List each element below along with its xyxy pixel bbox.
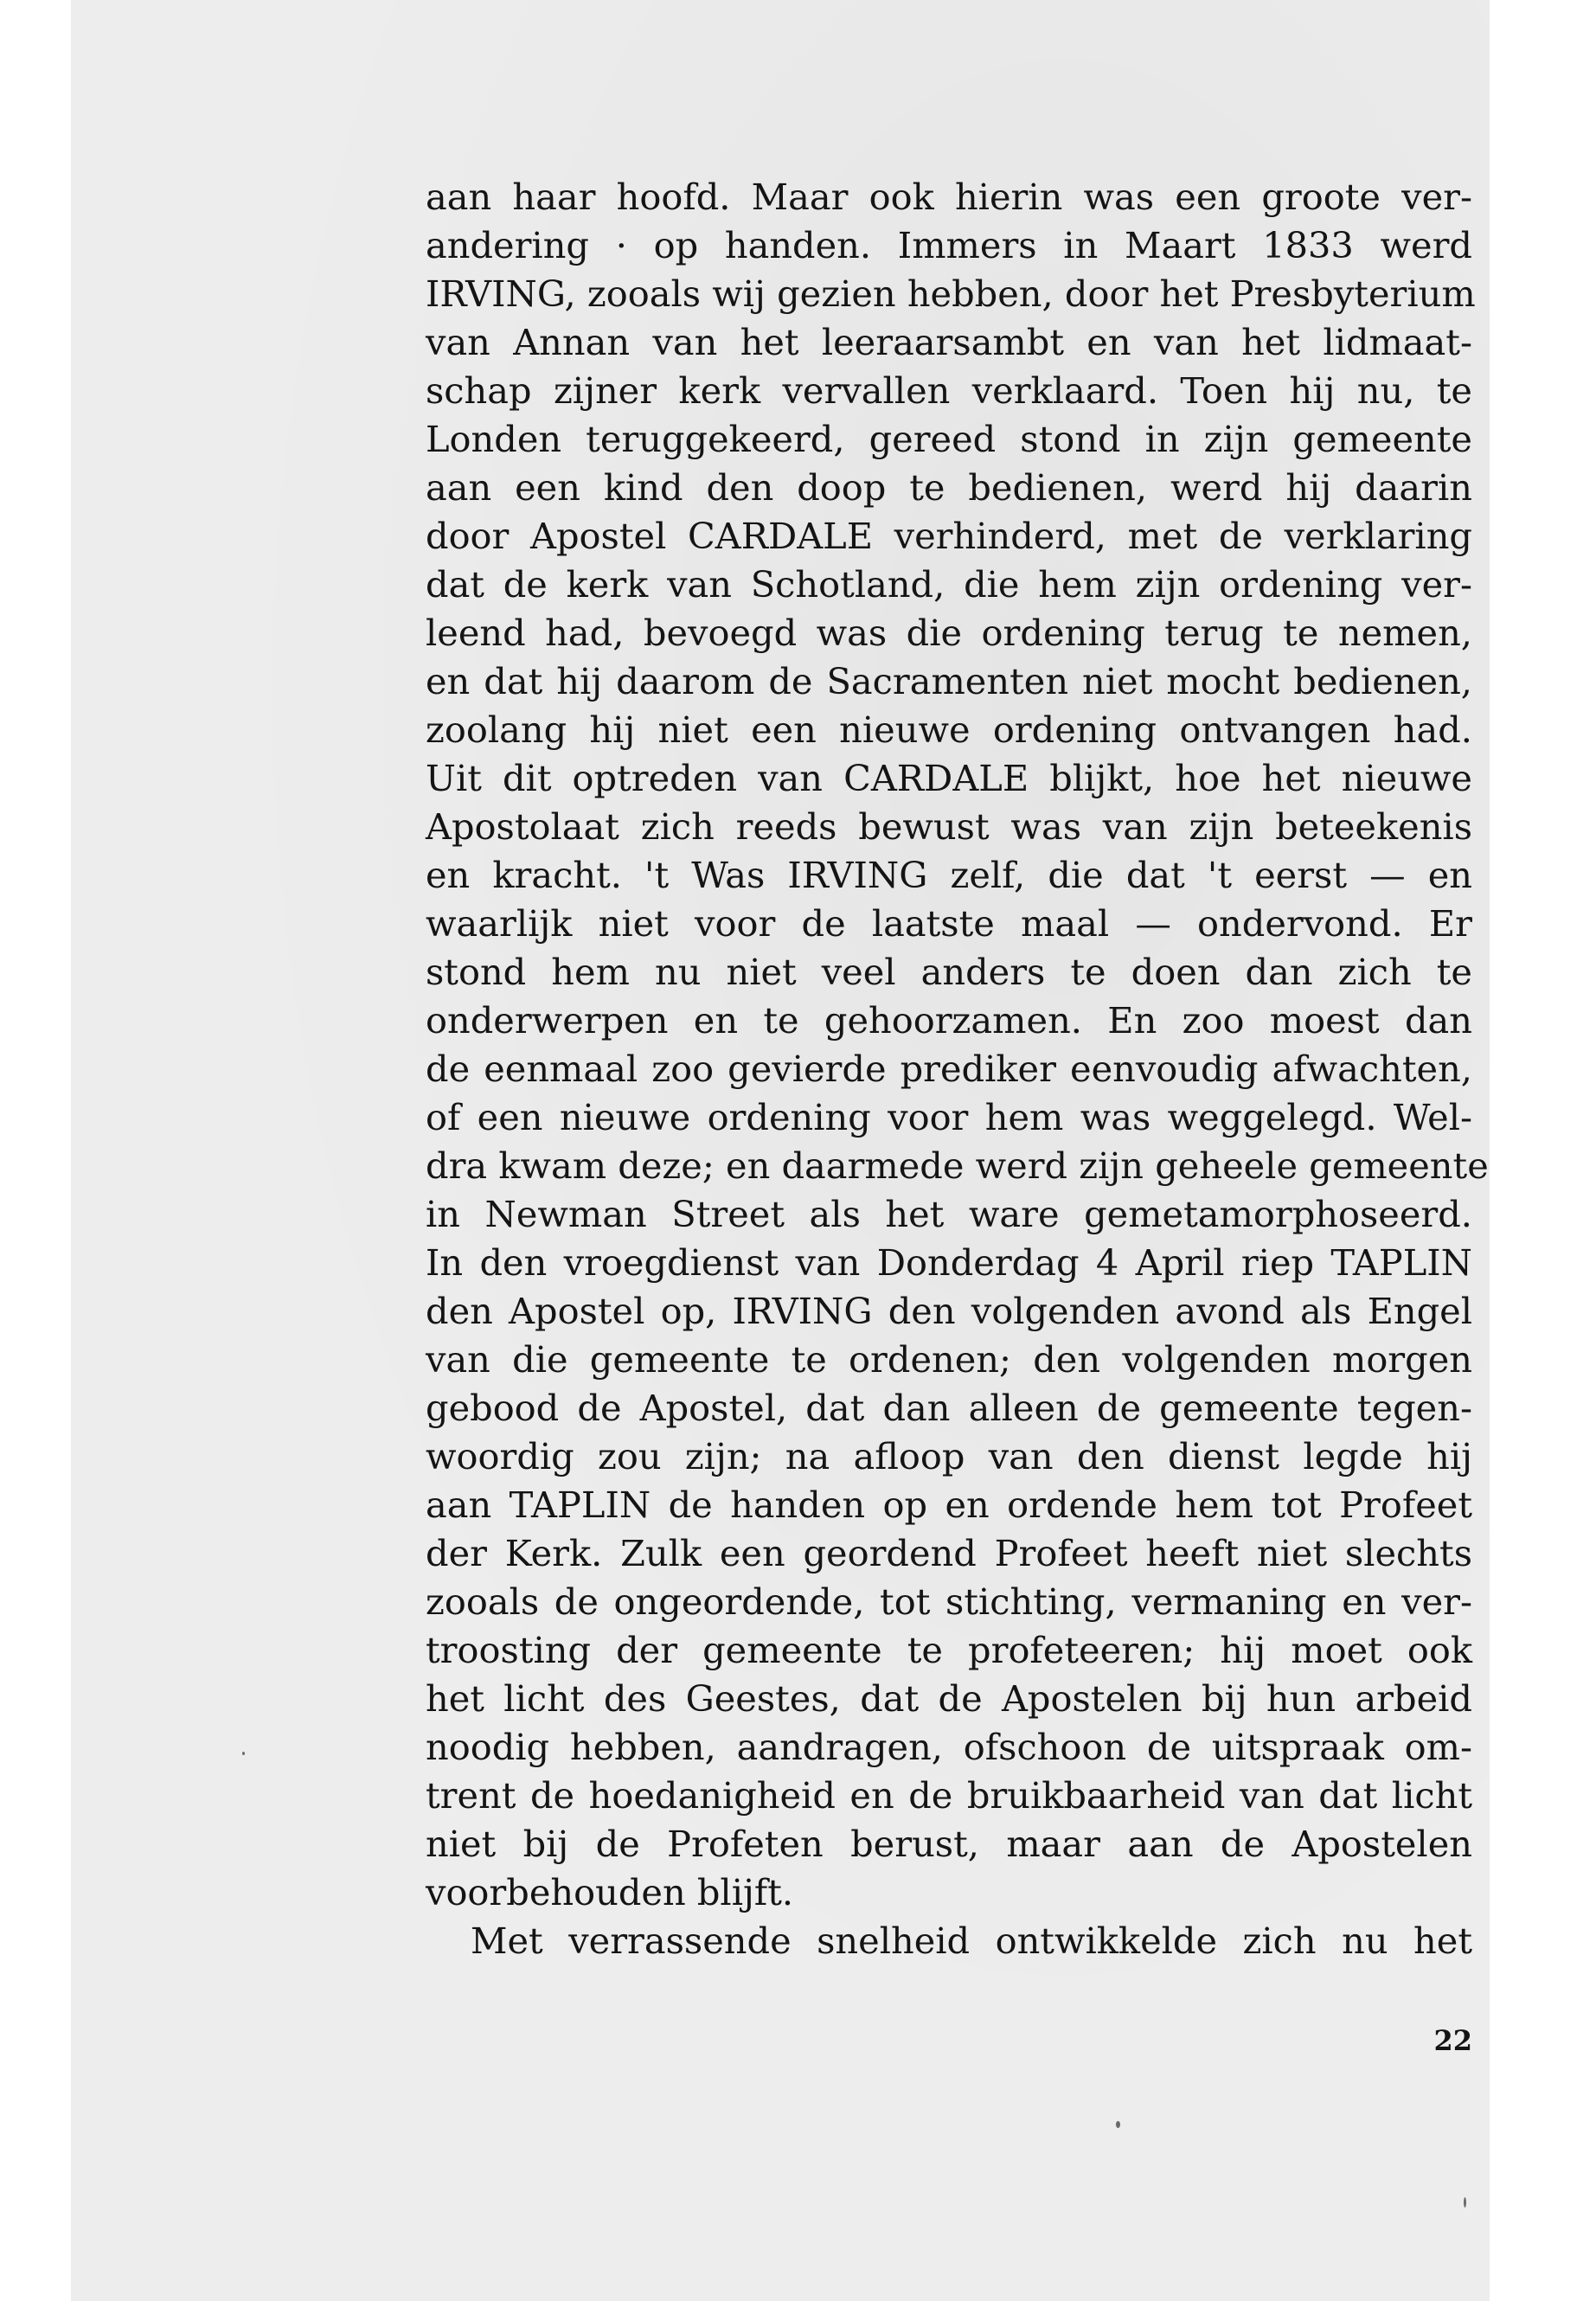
text-line: andering · op handen. Immers in Maart 1833 werd [426, 224, 1472, 266]
text-line: leend had, bevoegd was die ordening terug te nemen, [426, 612, 1472, 654]
paper-speck [1116, 2121, 1120, 2128]
text-line: onderwerpen en te gehoorzamen. En zoo moest dan [426, 999, 1472, 1042]
text-line: aan een kind den doop te bedienen, werd hij daarin [426, 466, 1472, 509]
text-line: door Apostel CARDALE verhinderd, met de verklaring [426, 515, 1472, 557]
paper-speck [1464, 2197, 1466, 2208]
text-line: aan haar hoofd. Maar ook hierin was een groote ver- [426, 176, 1472, 218]
text-line: niet bij de Profeten berust, maar aan de Apostelen [426, 1823, 1472, 1865]
text-line: zooals de ongeordende, tot stichting, vermaning en ver- [426, 1580, 1472, 1623]
text-line: zoolang hij niet een nieuwe ordening ontvangen had. [426, 708, 1472, 751]
text-line: van Annan van het leeraarsambt en van het lidmaat- [426, 321, 1472, 363]
text-line: Apostolaat zich reeds bewust was van zijn beteekenis [426, 805, 1472, 848]
text-line: den Apostel op, IRVING den volgenden avond als Engel [426, 1290, 1472, 1332]
paper-speck [242, 1752, 245, 1755]
text-line: aan TAPLIN de handen op en ordende hem tot Profeet [426, 1484, 1472, 1526]
text-line: In den vroegdienst van Donderdag 4 April riep TAPLIN [426, 1241, 1472, 1284]
text-line: voorbehouden blijft. [426, 1871, 794, 1913]
body-text [426, 173, 1489, 1965]
text-line: troosting der gemeente te profeteeren; hij moet ook [426, 1629, 1472, 1671]
text-line: der Kerk. Zulk een geordend Profeet heeft niet slechts [426, 1532, 1472, 1574]
text-line: Londen teruggekeerd, gereed stond in zijn gemeente [426, 418, 1472, 460]
text-line: dra kwam deze; en daarmede werd zijn geheele gemeente [426, 1144, 1489, 1187]
text-line: dat de kerk van Schotland, die hem zijn ordening ver- [426, 563, 1472, 606]
page-number: 22 [1433, 2024, 1472, 2057]
text-line: de eenmaal zoo gevierde prediker eenvoudig afwachten, [426, 1048, 1472, 1090]
text-line: schap zijner kerk vervallen verklaard. Toen hij nu, te [426, 369, 1472, 412]
text-line: woordig zou zijn; na afloop van den dienst legde hij [426, 1435, 1472, 1477]
text-line: stond hem nu niet veel anders te doen dan zich te [426, 951, 1472, 993]
text-line: in Newman Street als het ware gemetamorphoseerd. [426, 1193, 1472, 1235]
text-line: of een nieuwe ordening voor hem was weggelegd. Wel- [426, 1096, 1472, 1138]
text-line: van die gemeente te ordenen; den volgenden morgen [426, 1338, 1472, 1381]
text-line: waarlijk niet voor de laatste maal — ondervond. Er [426, 902, 1472, 945]
text-line: gebood de Apostel, dat dan alleen de gemeente tegen- [426, 1387, 1472, 1429]
text-line: trent de hoedanigheid en de bruikbaarheid van dat licht [426, 1774, 1472, 1817]
text-line: en dat hij daarom de Sacramenten niet mocht bedienen, [426, 660, 1472, 702]
text-line: Met verrassende snelheid ontwikkelde zich nu het [471, 1920, 1472, 1962]
book-page [71, 0, 1490, 2301]
text-line: noodig hebben, aandragen, ofschoon de uitspraak om- [426, 1726, 1472, 1768]
text-line: en kracht. 't Was IRVING zelf, die dat 't eerst — en [426, 854, 1472, 896]
text-line: het licht des Geestes, dat de Apostelen bij hun arbeid [426, 1677, 1472, 1720]
text-line: IRVING, zooals wij gezien hebben, door het Presbyterium [426, 272, 1476, 315]
text-line: Uit dit optreden van CARDALE blijkt, hoe het nieuwe [426, 757, 1472, 799]
